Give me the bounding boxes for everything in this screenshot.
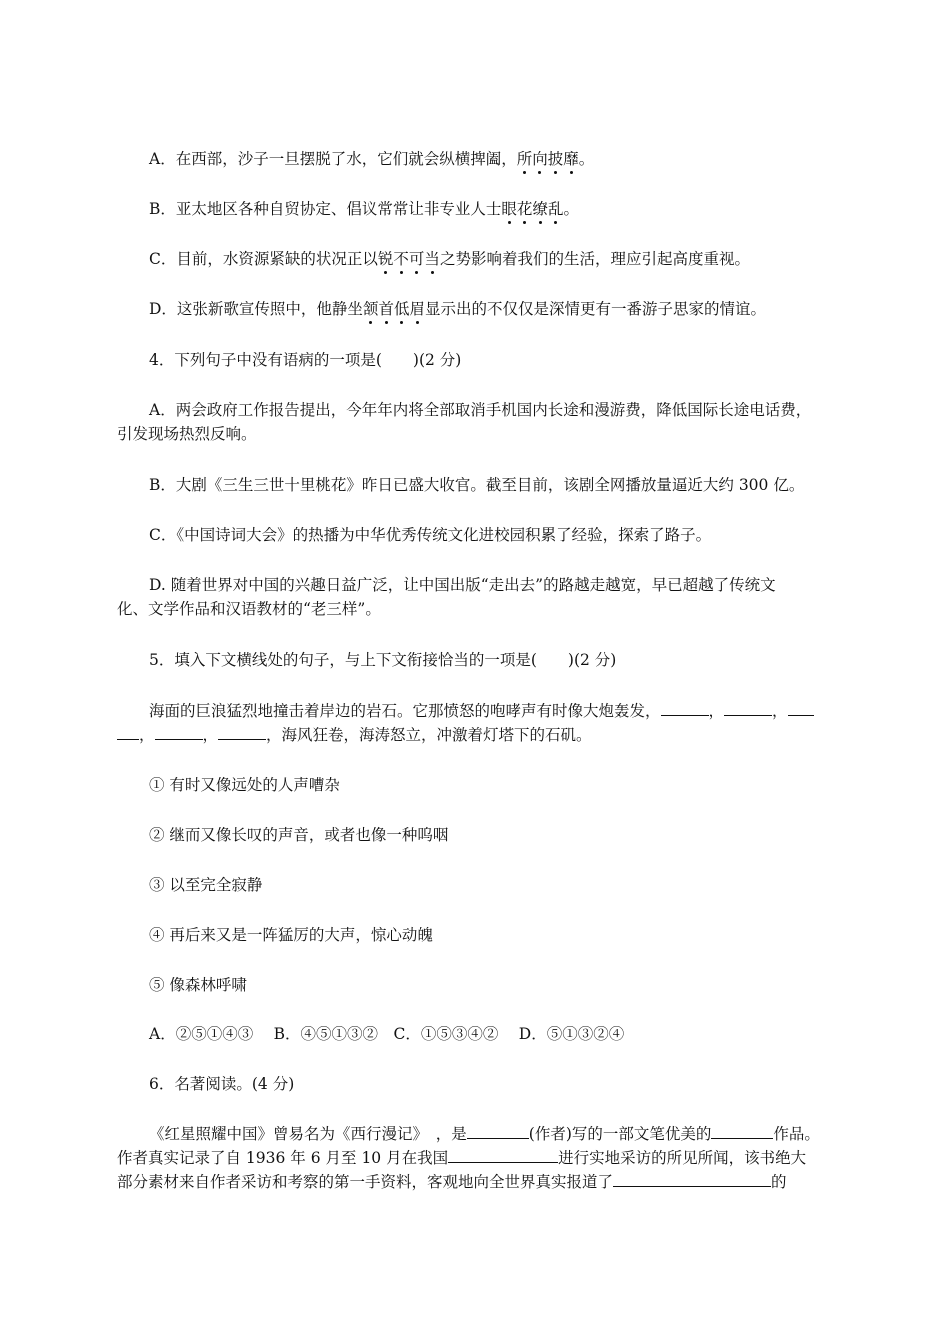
passage-text: 海面的巨浪猛烈地撞击着岸边的岩石。它那愤怒的咆哮声有时像大炮轰发， [149, 702, 661, 720]
paragraph-text: 作者真实记录了自 1936 年 6 月至 10 月在我国 [117, 1149, 449, 1167]
option-text: 之势影响着我们的生活，理应引起高度重视。 [439, 250, 750, 268]
dotted-char: 花 [516, 200, 533, 218]
dotted-char: 靡 [563, 150, 579, 168]
option-text: 显示出的不仅仅是深情更有一番游子思家的情谊。 [425, 300, 767, 318]
dotted-char: 眼 [501, 200, 517, 218]
dotted-char: 眉 [409, 300, 425, 318]
q5-passage-line2: ， ， ，海风狂卷，海涛怒立，冲激着灯塔下的石矶。 [117, 724, 592, 746]
dotted-char: 向 [532, 150, 548, 168]
q3-option-b [149, 198, 579, 220]
q5-choices: A．②⑤①④③ B．④⑤①③② C．①⑤③④② D．⑤①③②④ [149, 1025, 625, 1043]
option-text: B．亚太地区各种自贸协定、倡议常常让非专业人士 [149, 200, 502, 218]
dotted-emphasis [378, 250, 440, 268]
q6-line2 [117, 1147, 806, 1169]
dotted-char: 不 [393, 250, 409, 268]
dotted-char: 披 [547, 150, 564, 168]
q5-stem: 5．填入下文横线处的句子，与上下文衔接恰当的一项是( )(2 分) [149, 651, 617, 669]
dotted-char: 当 [424, 250, 440, 268]
dotted-char: 缭 [532, 200, 548, 218]
q3-option-a [149, 148, 594, 170]
q5-item-5: ⑤ 像森林呼啸 [149, 976, 247, 994]
q5-item-1: ① 有时又像远处的人声嘈杂 [149, 776, 340, 794]
option-text: C．目前，水资源紧缺的状况正以 [149, 250, 378, 268]
answer-blank [467, 1123, 529, 1139]
q5-item-4: ④ 再后来又是一阵猛厉的大声，惊心动魄 [149, 926, 433, 944]
dotted-char: 锐 [377, 250, 394, 268]
q4-option-d-line2: 化、文学作品和汉语教材的“老三样”。 [117, 600, 381, 618]
dotted-char: 低 [393, 300, 410, 318]
dotted-char: 乱 [547, 200, 564, 218]
paragraph-text: 作品。 [773, 1125, 820, 1143]
answer-blank [155, 724, 203, 740]
dotted-emphasis [501, 200, 563, 218]
answer-blank [117, 724, 139, 740]
answer-blank [661, 700, 709, 716]
paragraph-text: 进行实地采访的所见所闻，该书绝大 [558, 1149, 807, 1167]
answer-blank [613, 1171, 771, 1187]
answer-blank [448, 1147, 558, 1163]
dotted-char: 所 [516, 150, 533, 168]
q4-option-a-line1: A．两会政府工作报告提出，今年年内将全部取消手机国内长途和漫游费，降低国际长途电话费， [149, 401, 812, 419]
paragraph-text: 的 [771, 1173, 787, 1191]
option-text: 。 [578, 150, 595, 168]
paragraph-text: (作者)写的一部文笔优美的 [528, 1125, 712, 1143]
q3-option-c [149, 248, 750, 270]
answer-blank [724, 700, 772, 716]
q4-option-b: B．大剧《三生三世十里桃花》昨日已盛大收官。截至目前，该剧全网播放量逼近大约 300 亿。 [149, 476, 805, 494]
q4-option-d-line1: D. 随着世界对中国的兴趣日益广泛，让中国出版“走出去”的路越走越宽，早已超越了传统文 [149, 576, 776, 594]
dotted-char: 颔 [362, 300, 379, 318]
paragraph-text: 《红星照耀中国》曾易名为《西行漫记》 ，是 [149, 1125, 467, 1143]
dotted-emphasis [517, 150, 579, 168]
passage-text: ，海风狂卷，海涛怒立，冲激着灯塔下的石矶。 [266, 726, 592, 744]
q6-line3 [117, 1171, 787, 1193]
answer-blank [218, 724, 266, 740]
q3-option-d [149, 298, 766, 320]
paragraph-text: 部分素材来自作者采访和考察的第一手资料，客观地向全世界真实报道了 [117, 1173, 614, 1191]
option-text: 。 [563, 200, 579, 218]
option-text: D．这张新歌宣传照中，他静坐 [149, 300, 363, 318]
dotted-char: 可 [408, 250, 425, 268]
q4-option-c: C．《中国诗词大会》的热播为中华优秀传统文化进校园积累了经验，探索了路子。 [149, 526, 712, 544]
q6-stem: 6．名著阅读。(4 分) [149, 1075, 295, 1093]
q5-item-2: ② 继而又像长叹的声音，或者也像一种呜咽 [149, 826, 449, 844]
q4-option-a-line2: 引发现场热烈反响。 [117, 425, 257, 443]
dotted-emphasis [363, 300, 425, 318]
q4-stem: 4．下列句子中没有语病的一项是( )(2 分) [149, 351, 462, 369]
answer-blank [788, 700, 814, 716]
answer-blank [711, 1123, 773, 1139]
dotted-char: 首 [378, 300, 394, 318]
q6-line1 [149, 1123, 820, 1145]
q5-passage-line1: 海面的巨浪猛烈地撞击着岸边的岩石。它那愤怒的咆哮声有时像大炮轰发， ， ， [149, 700, 814, 722]
option-text: A．在西部，沙子一旦摆脱了水，它们就会纵横捭阖， [149, 150, 517, 168]
q5-item-3: ③ 以至完全寂静 [149, 876, 263, 894]
